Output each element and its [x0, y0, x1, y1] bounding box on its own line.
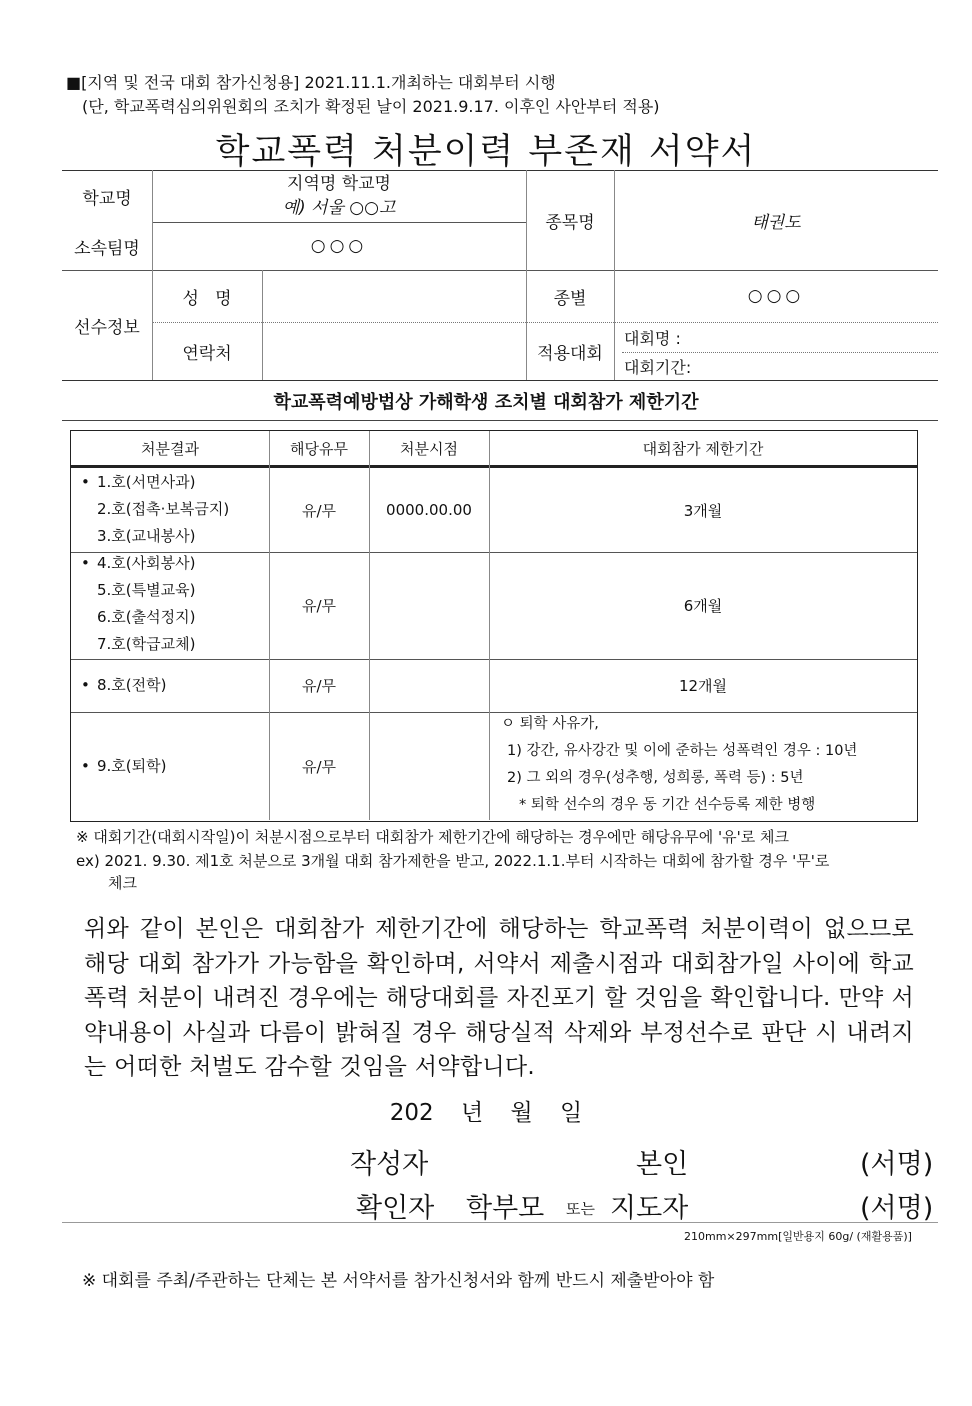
writer-label: 작성자: [350, 1149, 429, 1180]
header-applicable: 해당유무: [290, 439, 348, 458]
row-1-date[interactable]: 0000.00.00: [386, 501, 472, 519]
competition-period-field[interactable]: 대회기간:: [624, 357, 692, 377]
note-2-cont: 체크: [108, 874, 137, 892]
event-label: 종목명: [545, 212, 595, 233]
confirmer-or: 또는: [566, 1200, 595, 1218]
row-1-applicable[interactable]: 유/무: [301, 501, 337, 520]
info-table: [62, 170, 938, 380]
name-field[interactable]: [262, 270, 526, 322]
row-3-date[interactable]: [369, 659, 489, 712]
pledge-paragraph: 위와 같이 본인은 대회참가 제한기간에 해당하는 학교폭력 처분이력이 없으므로 해당 대회 참가가 가능함을 확인하며, 서약서 제출시점과 대회참가일 사이에 학교폭력 처분이 내려진 경우에는 해당대회를 자진포기 할 것임을 확인합니다. 만약 서약내용이 사실과 다름이 밝혀질 경우 해당실적 삭제와 부정선수로 판단 시 내려지는 어떠한 처벌도 감수할 것임을 서약합니다.: [84, 916, 914, 1080]
row-2-limit: 6개월: [683, 597, 723, 615]
writer-signature[interactable]: (서명): [860, 1149, 934, 1180]
table-row-1-items: • 1.호(서면사과) 2.호(접촉·보복금지) 3.호(교내봉사): [81, 473, 230, 545]
disposition-table: [70, 430, 918, 822]
contact-label: 연락처: [182, 343, 232, 364]
document-title: 학교폭력 처분이력 부존재 서약서: [215, 132, 757, 172]
confirmer-signature[interactable]: (서명): [860, 1193, 934, 1224]
header-disposition-date: 처분시점: [400, 439, 458, 458]
row-4-applicable[interactable]: 유/무: [301, 757, 337, 776]
applied-competition-label: 적용대회: [537, 343, 603, 364]
team-field[interactable]: ○○○: [310, 236, 368, 256]
row-2-applicable[interactable]: 유/무: [301, 597, 337, 615]
event-field[interactable]: 태권도: [751, 212, 801, 233]
school-hint-1: 지역명 학교명: [287, 174, 391, 194]
table-row-3-items: • 8.호(전학): [81, 676, 167, 694]
header-line-1: ■[지역 및 전국 대회 참가신청용] 2021.11.1.개최하는 대회부터 시행: [66, 73, 556, 92]
team-label: 소속팀명: [74, 238, 140, 259]
note-2: ex) 2021. 9.30. 제1호 처분으로 3개월 대회 참가제한을 받고, 2022.1.1.부터 시작하는 대회에 참가할 경우 '무'로: [76, 852, 830, 870]
table-row-2-items: • 4.호(사회봉사) 5.호(특별교육) 6.호(출석정지) 7.호(학급교체): [81, 554, 196, 653]
note-1: ※ 대회기간(대회시작일)이 처분시점으로부터 대회참가 제한기간에 해당하는 경우에만 해당유무에 '유'로 체크: [76, 828, 789, 846]
row-3-applicable[interactable]: 유/무: [301, 677, 337, 695]
paper-spec: 210mm×297mm[일반용지 60g/ (재활용품)]: [684, 1230, 912, 1243]
confirmer-coach: 지도자: [610, 1193, 689, 1224]
row-4-limit: ㅇ 퇴학 사유가, 1) 강간, 유사강간 및 이에 준하는 성폭력인 경우 : 10년 2) 그 외의 경우(성추행, 성희롱, 폭력 등) : 5년 * 퇴학 선수의 경우 동 기간 선수등록 제한 병행: [501, 716, 858, 813]
name-label: 성 명: [182, 288, 232, 309]
header-line-2: (단, 학교폭력심의위원회의 조치가 확정된 날이 2021.9.17. 이후인 사안부터 적용): [82, 97, 660, 116]
section-subtitle: 학교폭력예방법상 가해학생 조치별 대회참가 제한기간: [273, 392, 699, 413]
school-field[interactable]: [152, 170, 526, 222]
row-1-limit: 3개월: [683, 501, 723, 520]
row-3-limit: 12개월: [678, 677, 728, 695]
date-line[interactable]: 202 년 월 일: [389, 1100, 583, 1126]
row-2-date[interactable]: [369, 552, 489, 659]
contact-field[interactable]: [262, 322, 526, 380]
school-label: 학교명: [82, 188, 132, 209]
header-restriction-period: 대회참가 제한기간: [642, 439, 764, 458]
writer-value: 본인: [636, 1149, 689, 1180]
player-info-label: 선수정보: [74, 317, 140, 338]
category-label: 종별: [553, 288, 587, 309]
row-4-date[interactable]: [369, 712, 489, 820]
table-row-4-items: • 9.호(퇴학): [81, 757, 167, 775]
category-field[interactable]: ○○○: [747, 286, 805, 306]
competition-name-field[interactable]: 대회명 :: [624, 328, 681, 348]
final-note: ※ 대회를 주최/주관하는 단체는 본 서약서를 참가신청서와 함께 반드시 제출받아야 함: [82, 1271, 715, 1291]
school-hint-2: 예) 서울 ○○고: [282, 198, 396, 218]
header-disposition-result: 처분결과: [141, 439, 199, 458]
confirmer-parent: 학부모: [466, 1193, 545, 1224]
confirmer-label: 확인자: [356, 1193, 435, 1224]
